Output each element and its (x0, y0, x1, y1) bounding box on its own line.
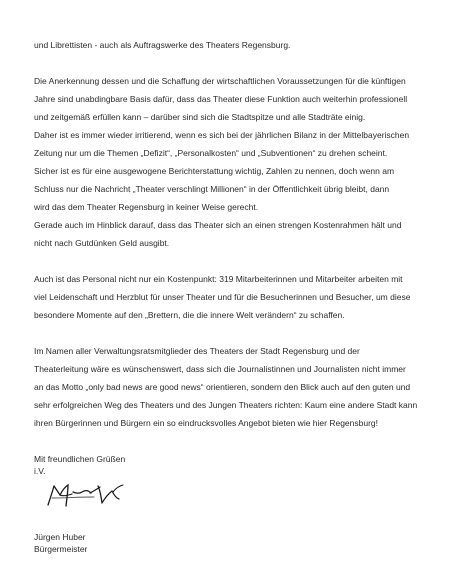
text-line-5: Daher ist es immer wieder irritierend, wenn es sich bei der jährlichen Bilanz in der Mittelbayerischen (34, 130, 410, 140)
text-line-17: an das Motto „only bad news are good news“ orientieren, sondern den Blick auch auf den guten und (34, 382, 411, 392)
text-line-2: Die Anerkennung dessen und die Schaffung der wirtschaftlichen Voraussetzungen für die künftigen (34, 76, 406, 86)
text-line-14: besondere Momente auf den „Brettern, die die innere Welt verändern“ zu schaffen. (34, 310, 345, 320)
text-line-9: wird das dem Theater Regensburg in keiner Weise gerecht. (34, 202, 259, 212)
signature-icon (42, 478, 128, 512)
text-line-6: Zeitung nur um die Themen „Defizit“, „Personalkosten“ und „Subventionen“ zu drehen scheint. (34, 148, 388, 158)
text-line-13: viel Leidenschaft und Herzblut für unser Theater und für die Besucherinnen und Besucher, um diese (34, 292, 411, 302)
signer-title: Bürgermeister (34, 544, 88, 554)
text-line-4: und zeitgemäß erfüllen kann – darüber sind sich die Stadtspitze und alle Stadträte einig. (34, 112, 366, 122)
text-line-16: Theaterleitung wäre es wünschenswert, dass sich die Journalistinnen und Journalisten nicht immer (34, 364, 406, 374)
text-line-8: Schluss nur die Nachricht „Theater verschlingt Millionen“ in der Öffentlichkeit übrig bleibt, dann (34, 184, 390, 194)
text-line-1: und Librettisten - auch als Auftragswerke des Theaters Regensburg. (34, 40, 291, 50)
closing-line: Mit freundlichen Grüßen (34, 454, 126, 464)
text-line-18: sehr erfolgreichen Weg des Theaters und des Jungen Theaters richten: Kaum eine andere Stadt kann (34, 400, 418, 410)
text-line-3: Jahre sind unabdingbare Basis dafür, dass das Theater diese Funktion auch weiterhin professionell (34, 94, 408, 104)
text-line-19: ihren Bürgerinnen und Bürgern ein so eindrucksvolles Angebot bieten wie hier Regensburg! (34, 418, 378, 428)
text-line-15: Im Namen aller Verwaltungsratsmitglieder des Theaters der Stadt Regensburg und der (34, 346, 360, 356)
signer-name: Jürgen Huber (34, 532, 86, 542)
text-line-11: nicht nach Gutdünken Geld ausgibt. (34, 238, 170, 248)
text-line-7: Sicher ist es für eine ausgewogene Berichterstattung wichtig, Zahlen zu nennen, doch wenn am (34, 166, 395, 176)
text-line-10: Gerade auch im Hinblick darauf, dass das Theater sich an einen strengen Kostenrahmen hält und (34, 220, 402, 230)
iv-line: i.V. (34, 466, 46, 476)
text-line-12: Auch ist das Personal nicht nur ein Kostenpunkt: 319 Mitarbeiterinnen und Mitarbeiter arbeiten mit (34, 274, 403, 284)
